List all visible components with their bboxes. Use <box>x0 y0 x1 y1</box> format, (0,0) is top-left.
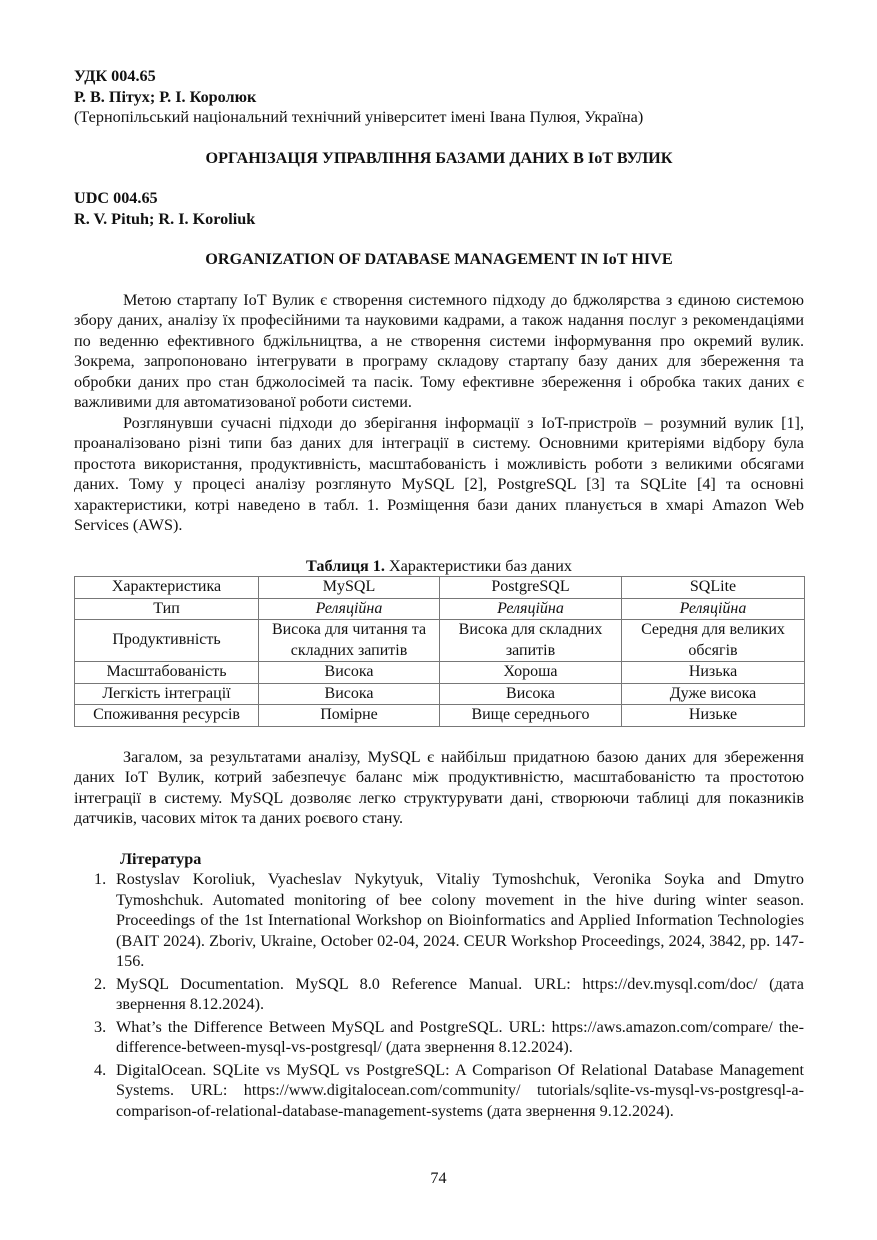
reference-item <box>74 869 804 972</box>
table-cell: Низьке <box>622 705 805 727</box>
reference-text: MySQL Documentation. MySQL 8.0 Reference Manual. URL: https://dev.mysql.com/doc/ (дата звернення 8.12.2024). <box>116 974 804 1013</box>
paragraph-2: Розглянувши сучасні підходи до зберігання інформації з IoT-пристроїв – розумний вулик [1], проаналізовано різні типи баз даних для інтеграції в систему. Основними критеріями відбору була простота використання, продуктивність, масштабованість і можливість роботи з великими обсягами даних. Тому у процесі аналізу розглянуто MySQL [2], PostgreSQL [3] та SQLite [4] та основні характеристики, котрі наведено в табл. 1. Розміщення бази даних планується в хмарі Amazon Web Services (AWS). <box>74 413 804 534</box>
table-row <box>75 598 805 620</box>
table-caption-label: Таблиця 1. <box>306 556 385 575</box>
header-cell: PostgreSQL <box>440 577 622 599</box>
table-cell: Масштабованість <box>75 662 259 684</box>
db-comparison-table <box>74 576 805 727</box>
authors-ua: Р. В. Пітух; Р. І. Королюк <box>74 87 257 106</box>
table-cell: Хороша <box>440 662 622 684</box>
table-cell: Висока для складних запитів <box>440 620 622 662</box>
reference-number: 2. <box>94 974 107 993</box>
table-caption-text: Характеристики баз даних <box>384 556 572 575</box>
table-caption <box>74 556 804 577</box>
table-cell: Висока для читання та складних запитів <box>259 620 440 662</box>
table-cell: Висока <box>259 683 440 705</box>
table-cell: Реляційна <box>440 598 622 620</box>
table-cell: Помірне <box>259 705 440 727</box>
reference-text: What’s the Difference Between MySQL and PostgreSQL. URL: https://aws.amazon.com/compare/ the-difference-between-mysql-vs-postgresql/ (дата звернення 8.12.2024). <box>116 1017 804 1056</box>
reference-item <box>74 1017 804 1058</box>
header-cell: SQLite <box>622 577 805 599</box>
table-row <box>75 620 805 662</box>
table-cell: Висока <box>440 683 622 705</box>
table-cell: Дуже висока <box>622 683 805 705</box>
table-header-row <box>75 577 805 599</box>
reference-number: 1. <box>94 870 107 888</box>
udc-code: UDC 004.65 <box>74 189 158 207</box>
reference-number: 3. <box>94 1017 107 1036</box>
title-ua: ОРГАНІЗАЦІЯ УПРАВЛІННЯ БАЗАМИ ДАНИХ В IoT ВУЛИК <box>205 148 673 167</box>
table-row <box>75 705 805 727</box>
header-cell: Характеристика <box>75 577 259 599</box>
table-cell: Споживання ресурсів <box>75 705 259 727</box>
udk-code: УДК 004.65 <box>74 67 156 85</box>
table-cell: Тип <box>75 598 259 620</box>
table-row <box>75 662 805 684</box>
table-cell: Низька <box>622 662 805 684</box>
references-heading: Література <box>120 849 202 868</box>
title-en: ORGANIZATION OF DATABASE MANAGEMENT IN IoT HIVE <box>205 250 673 268</box>
paper-page <box>74 66 804 1123</box>
reference-text: DigitalOcean. SQLite vs MySQL vs PostgreSQL: A Comparison Of Relational Database Management Systems. URL: https://www.digitalocean.com/community/ tutorials/sqlite-vs-mysql-vs-postgresql-a-comparison-of-relational-database-management-systems (дата звернення 9.12.2024). <box>116 1060 804 1120</box>
header-cell: MySQL <box>259 577 440 599</box>
references-list <box>74 869 804 1121</box>
affiliation: (Тернопільський національний технічний університет імені Івана Пулюя, Україна) <box>74 108 644 126</box>
page-number: 74 <box>430 1169 447 1187</box>
reference-item <box>74 1060 804 1122</box>
reference-number: 4. <box>94 1060 107 1079</box>
reference-item <box>74 974 804 1015</box>
table-cell: Реляційна <box>622 598 805 620</box>
paragraph-1: Метою стартапу IoT Вулик є створення системного підходу до бджолярства з єдиною системою збору даних, аналізу їх професійними та науковими кадрами, а також надання послуг з рекомендаціями по веденню ефективного бджільництва, а не створення системи інформування про окремий вулик. Зокрема, запропоновано інтегрувати в програму складову стартапу базу даних для збереження та обробки даних про стан бджолосімей та пасік. Тому ефективне збереження і обробка таких даних є важливими для автоматизованої роботи системи. <box>74 290 804 411</box>
table-row <box>75 683 805 705</box>
paragraph-3: Загалом, за результатами аналізу, MySQL є найбільш придатною базою даних для збереження даних IoT Вулик, котрий забезпечує баланс між продуктивністю, масштабованістю та простотою інтеграції в систему. MySQL дозволяє легко структурувати дані, створюючи таблиці для показників датчиків, часових міток та даних роєвого стану. <box>74 747 804 827</box>
table-cell: Реляційна <box>259 598 440 620</box>
table-cell: Середня для великих обсягів <box>622 620 805 662</box>
reference-text: Rostyslav Koroliuk, Vyacheslav Nykytyuk, Vitaliy Tymoshchuk, Veronika Soyka and Dmytro Tymoshchuk. Automated monitoring of bee colony movement in the hive during winter season. Proceedings of the 1st International Workshop on Bioinformatics and Applied Information Technologies (BAIT 2024). Zboriv, Ukraine, October 02-04, 2024. CEUR Workshop Proceedings, 2024, 3842, pp. 147-156. <box>116 870 804 970</box>
table-cell: Висока <box>259 662 440 684</box>
table-cell: Продуктивність <box>75 620 259 662</box>
table-cell: Вище середнього <box>440 705 622 727</box>
table-cell: Легкість інтеграції <box>75 683 259 705</box>
authors-en: R. V. Pituh; R. I. Koroliuk <box>74 209 256 228</box>
